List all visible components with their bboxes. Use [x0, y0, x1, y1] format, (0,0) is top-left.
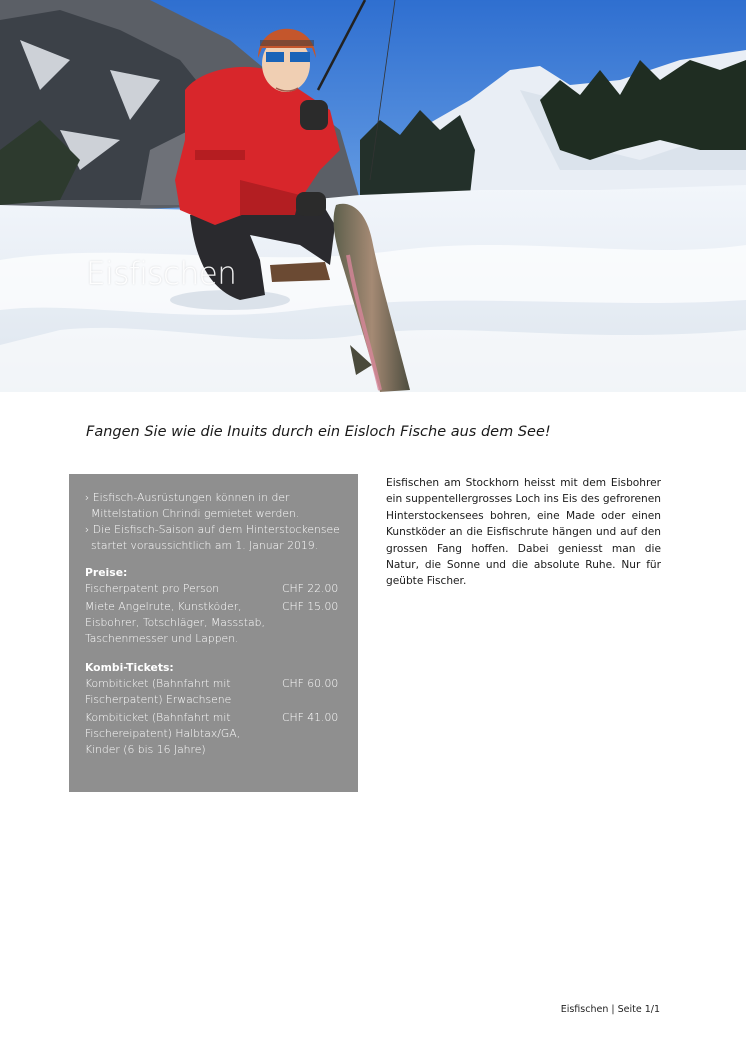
price-value: CHF 22.00	[282, 582, 339, 595]
info-bullet: › Eisfisch-Ausrüstungen können in der Mittelstation Chrindi gemietet werden.	[85, 491, 300, 520]
prices-heading: Preise:	[85, 566, 128, 579]
price-row	[85, 599, 342, 647]
hero-photo	[0, 0, 746, 392]
price-description: Miete Angelrute, Kunstköder, Eisbohrer, Totschläger, Massstab, Taschenmesser und Lappen.	[85, 600, 265, 645]
combi-row	[85, 710, 342, 758]
combi-heading: Kombi-Tickets:	[85, 661, 174, 674]
price-row	[85, 581, 342, 597]
body-text: Eisfischen am Stockhorn heisst mit dem Eisbohrer ein suppentellergrosses Loch ins Eis des gefrorenen Hinterstockensees bohren, eine Made oder einen Kunstköder an die Eisfischrute hängen und auf den grossen Fang hoffen. Dabei geniesst man die Natur, die Sonne und die absolute Ruhe. Nur für geübte Fischer.	[386, 477, 661, 588]
combi-price: CHF 60.00	[282, 677, 339, 690]
info-bullet: › Die Eisfisch-Saison auf dem Hinterstockensee startet voraussichtlich am 1. Januar 2019.	[85, 523, 340, 552]
combi-description: Kombiticket (Bahnfahrt mit Fischerpatent) Erwachsene	[85, 677, 232, 706]
page-footer: Eisfischen | Seite 1/1	[560, 1004, 660, 1015]
combi-row	[85, 676, 342, 708]
combi-description: Kombiticket (Bahnfahrt mit Fischereipatent) Halbtax/GA, Kinder (6 bis 16 Jahre)	[85, 711, 241, 756]
price-value: CHF 15.00	[282, 600, 339, 613]
info-box	[69, 474, 358, 792]
combi-price: CHF 41.00	[282, 711, 339, 724]
hero-title: Eisfischen	[86, 256, 237, 292]
ice-fishing-illustration	[0, 0, 746, 392]
price-description: Fischerpatent pro Person	[85, 582, 220, 595]
lead-text: Fangen Sie wie die Inuits durch ein Eisloch Fische aus dem See!	[86, 424, 551, 440]
